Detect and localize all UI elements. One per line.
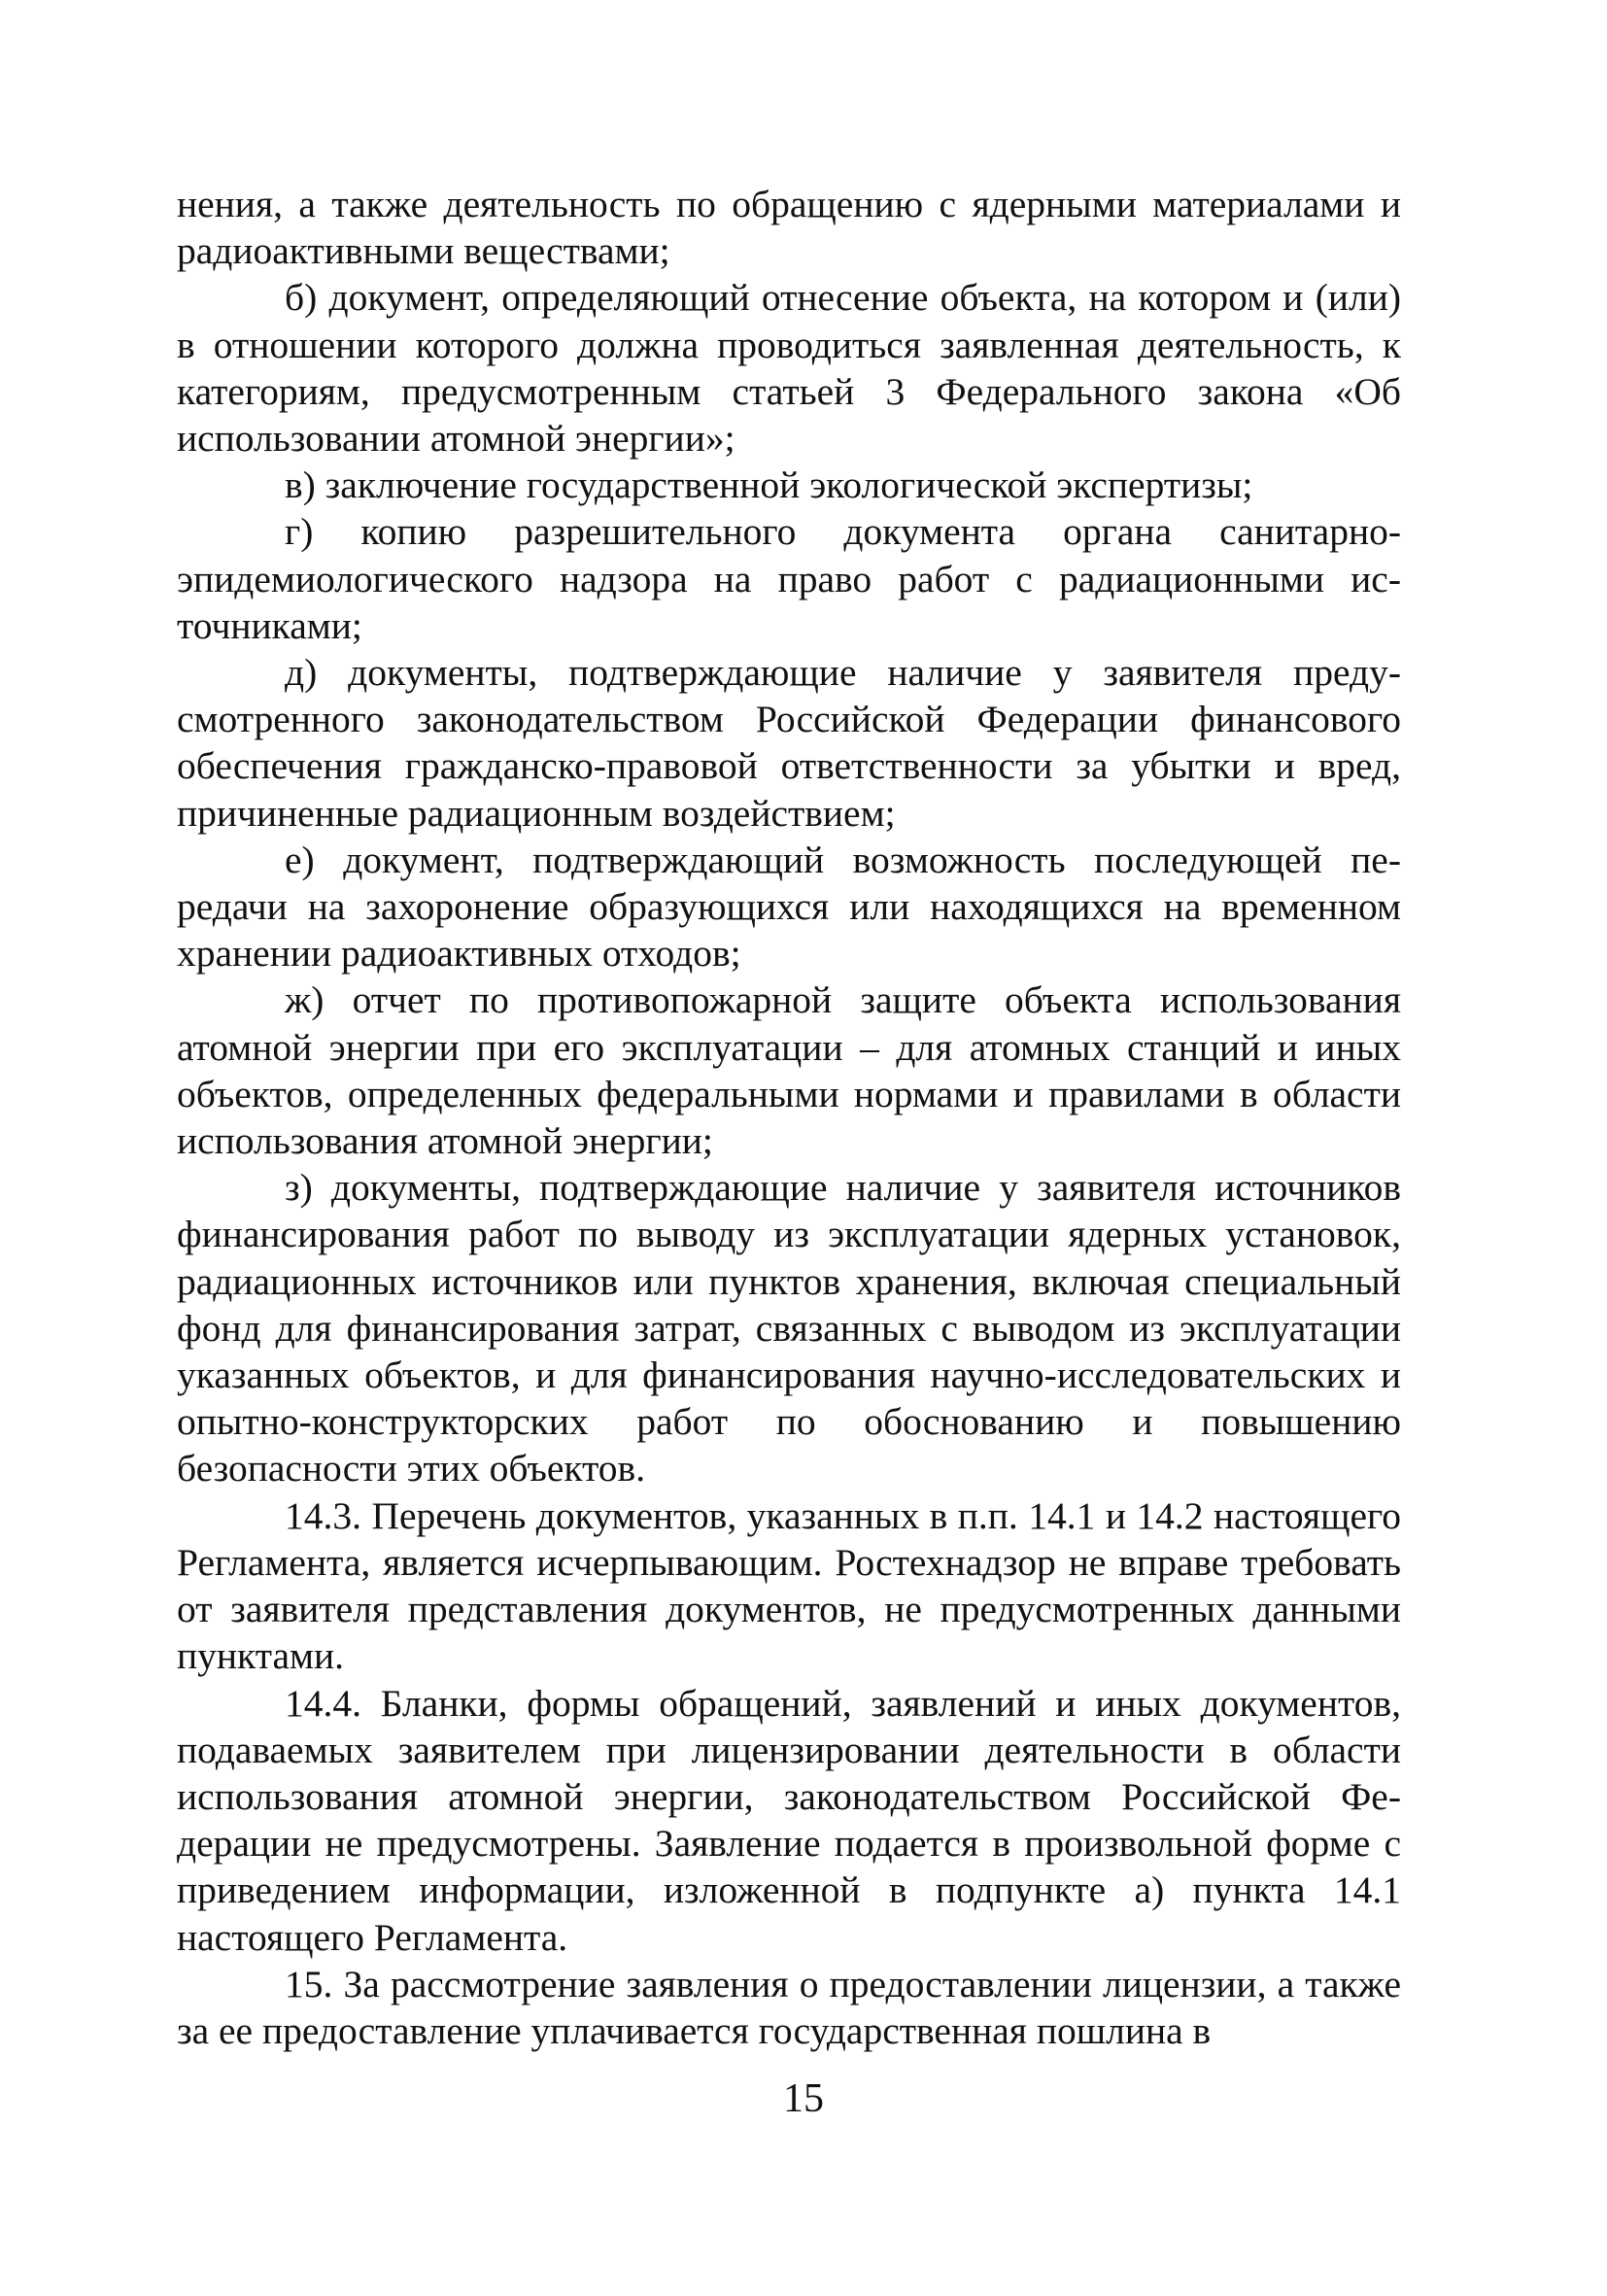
paragraph-item-g: г) копию разрешительного документа органа санитарно-эпидемиологического надзора на право работ с радиационными источниками; <box>177 510 1401 647</box>
paragraph-item-zh: ж) отчет по противопожарной защите объекта использования атомной энергии при его эксплуатации – для атомных станций и иных объектов, определенных федеральными нормами и правилами в области использования атомной энергии; <box>177 978 1401 1163</box>
paragraph-15: 15. За рассмотрение заявления о предоставлении лицензии, а также за ее предоставление уплачивается государственная пошлина в <box>177 1962 1401 2052</box>
paragraph-item-b: б) документ, определяющий отнесение объекта, на котором и (или) в отношении которого должна проводиться заявленная деятельность, к категориям, предусмотренным статьей 3 Федерального закона «Об использовании атомной энергии»; <box>177 276 1401 461</box>
document-page <box>177 181 1401 2054</box>
paragraph-14-4: 14.4. Бланки, формы обращений, заявлений и иных документов, подаваемых заявителем при лицензировании деятельности в области использования атомной энергии, законодательством Российской Федерации не предусмотрены. Заявление подается в произвольной форме с приведением информации, изложенной в подпункте а) пункта 14.1 настоящего Регламента. <box>177 1681 1401 1959</box>
page-number: 15 <box>783 2076 824 2121</box>
paragraph-item-z: з) документы, подтверждающие наличие у заявителя источников финансирования работ по выводу из эксплуатации ядерных установок, радиационных источников или пунктов хранения, включая специальный фонд для финансирования затрат, связанных с выводом из эксплуатации указанных объектов, и для финансирования научно-исследовательских и опытно-конструкторских работ по обоснованию и повышению безопасности этих объектов. <box>177 1166 1401 1491</box>
paragraph-continuation: нения, а также деятельность по обращению с ядерными материалами и радиоактивными веществами; <box>177 183 1401 273</box>
paragraph-14-3: 14.3. Перечень документов, указанных в п.п. 14.1 и 14.2 настоящего Регламента, является исчерпывающим. Ростехнадзор не вправе требовать от заявителя представления документов, не предусмотренных данными пунктами. <box>177 1493 1401 1678</box>
paragraph-item-e: е) документ, подтверждающий возможность последующей передачи на захоронение образующихся или находящихся на временном хранении радиоактивных отходов; <box>177 838 1401 976</box>
paragraph-item-d: д) документы, подтверждающие наличие у заявителя предусмотренного законодательством Российской Федерации финансового обеспечения гражданско-правовой ответственности за убытки и вред, причиненные радиационным воздействием; <box>177 651 1401 835</box>
paragraph-item-v: в) заключение государственной экологической экспертизы; <box>285 463 1253 507</box>
